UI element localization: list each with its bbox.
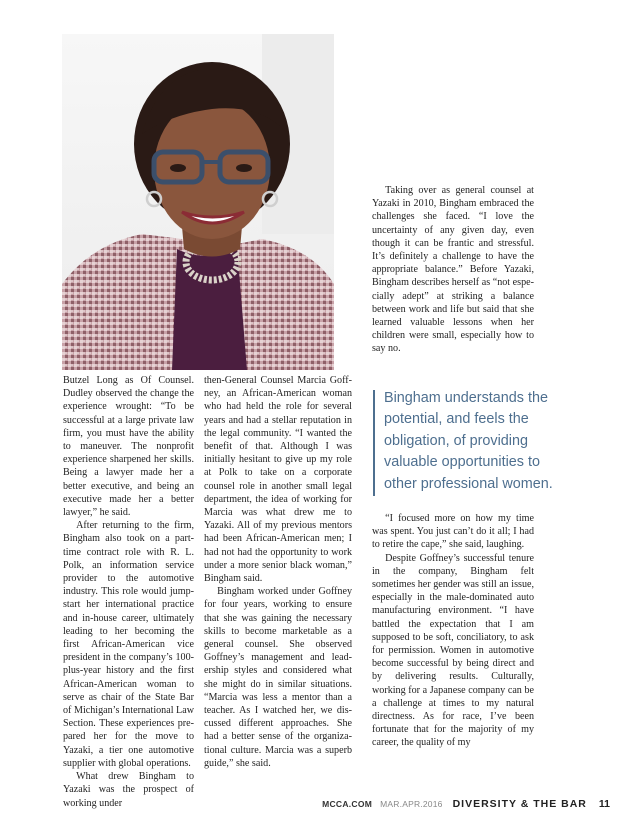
paragraph: “I focused more on how my time was spent. You just can’t do it all; I had to retire the cape,” she said, laughing. bbox=[372, 513, 534, 551]
paragraph: What drew Bingham to Yazaki was the prospect of working under bbox=[63, 771, 194, 809]
pullquote-bar bbox=[373, 390, 375, 496]
footer-magazine-title: DIVERSITY & THE BAR bbox=[452, 798, 587, 810]
paragraph: Butzel Long as Of Counsel. Dudley observed the change the experience wrought: “To be successful at a large private law firm, you must have the ability to maneuver. The nonprofit experience sharpened her skills. Being a lawyer made her a better executive, and being an executive made her a better lawyer,” he said. bbox=[63, 375, 194, 519]
paragraph: Bingham worked under Goffney for four years, working to ensure that she was gaining the necessary skills to become marketable as a general counsel. She observed Goffney’s management and leadership styles and considered what she might do in similar situations. “Marcia was less a mentor than a teacher. As I watched her, we discussed different approaches. She had a better sense of the organizational culture. Marcia was a superb guide,” she said. bbox=[204, 586, 352, 769]
paragraph: Despite Goffney’s successful tenure in the company, Bingham felt sometimes her gender was still an issue, especially in the male-dominated auto manufacturing environment. “I have battled the expectation that I am supposed to be soft, conciliatory, to ask for permission. Women in automotive become successful by being direct and by delivering results. Culturally, working for a Japanese company can be a challenge at times to my natural directness. As for race, I’ve been fortunate that for the majority of my career, the quality of my bbox=[372, 552, 534, 749]
page-footer bbox=[300, 794, 610, 812]
paragraph: Taking over as general counsel at Yazaki in 2010, Bingham embraced the challenges she faced. “I love the uncertainty of any given day, even though it can be frantic and stressful. It’s definitely a challenge to have the appropriate balance.” Before Yazaki, Bingham describes herself as “not especially adept” at striking a balance between work and life but said that she learned valuable lessons when her children were small, especially how to say no. bbox=[372, 185, 534, 355]
portrait-photo bbox=[62, 34, 334, 370]
page-number: 11 bbox=[598, 798, 610, 810]
article-column-3-bottom bbox=[372, 512, 534, 750]
pullquote: Bingham understands the potential, and feels the obligation, of providing valuable opportunities to other professional women. bbox=[384, 390, 553, 492]
paragraph: After returning to the firm, Bingham also took on a part-time contract role with R. L. Polk, an information service provider to the automotive industry. This role would jump-start her international practice and in-house career, ultimately leading to her becoming the first African-American vice president in the company’s 100-plus-year history and the first African-American woman to serve as chair of the State Bar of Michigan’s International Law Section. These experiences prepared her for the move to Yazaki, a tier one automotive supplier with global operations. bbox=[63, 520, 194, 769]
paragraph: then-General Counsel Marcia Goffney, an African-American woman who had held the role for several years and had a stellar reputation in the legal community. “I wanted the benefit of that. Although I was initially hesitant to give up my role at Polk to take on a corporate counsel role in another small legal department, the idea of working for Marcia was what drew me to Yazaki. All of my previous mentors had been African-American men; I had not had the opportunity to work under a more senior black woman,” Bingham said. bbox=[204, 375, 352, 585]
footer-site[interactable]: MCCA.COM bbox=[322, 799, 373, 809]
footer-issue: MAR.APR.2016 bbox=[380, 799, 443, 809]
article-column-3-top bbox=[372, 184, 534, 356]
article-column-2 bbox=[204, 374, 352, 770]
article-column-1 bbox=[63, 374, 194, 810]
portrait-illustration bbox=[62, 34, 334, 370]
